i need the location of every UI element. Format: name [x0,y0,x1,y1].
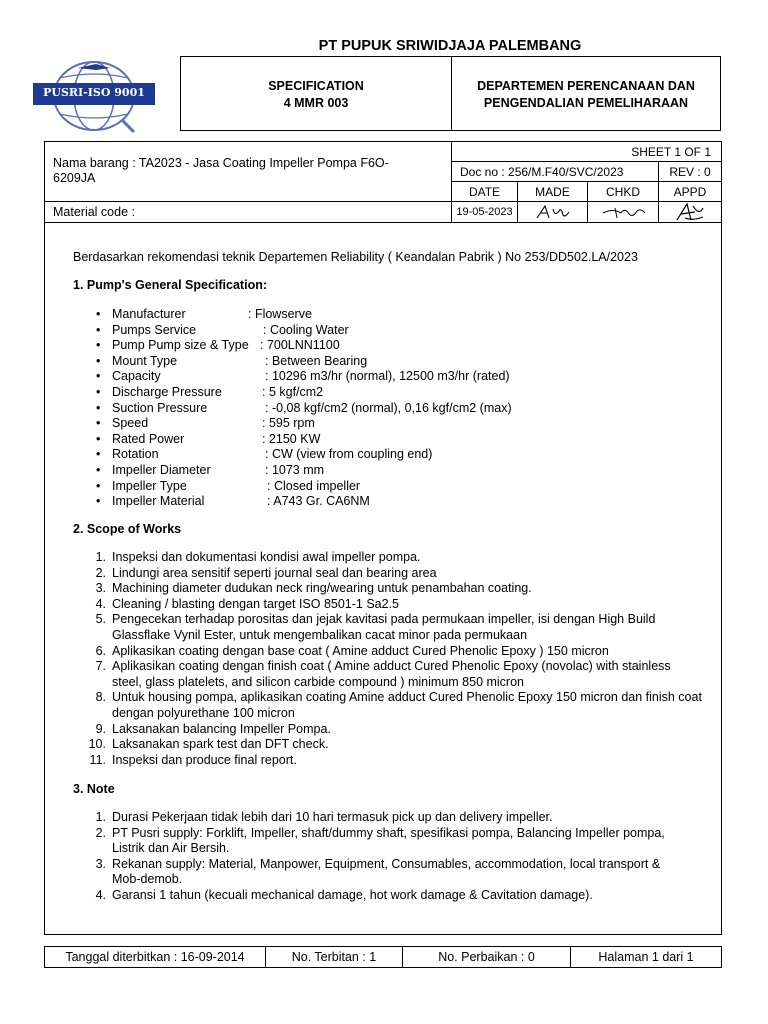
appd-signature-icon [673,202,707,222]
appd-header: APPD [658,181,722,202]
spec-title: SPECIFICATION 4 MMR 003 [268,79,364,110]
material-code-cell: Material code : [44,201,452,223]
appd-signature-cell [658,201,722,223]
rev-cell: REV : 0 [658,161,722,182]
list-item: 2. PT Pusri supply: Forklift, Impeller, shaft/dummy shaft, spesifikasi pompa, Balancing Impeller pompa, Listrik dan Air Bersih. [95,825,665,856]
list-item: 3. Rekanan supply: Material, Manpower, Equipment, Consumables, accommodation, local transport & Mob-demob. [95,856,661,887]
footer-issued-date: Tanggal diterbitkan : 16-09-2014 [44,946,266,968]
sheet-cell: SHEET 1 OF 1 [451,141,722,162]
doc-no-cell: Doc no : 256/M.F40/SVC/2023 [451,161,659,182]
section-1-title: 1. Pump's General Specification: [73,278,268,292]
list-item: 6. Aplikasikan coating dengan base coat ( Amine adduct Cured Phenolic Epoxy ) 150 micron [95,643,609,658]
item-name-cell: Nama barang : TA2023 - Jasa Coating Impeller Pompa F6O- 6209JA [44,141,452,202]
date-value-cell: 19-05-2023 [451,201,518,223]
list-item: 5. Pengecekan terhadap porositas dan jejak kavitasi pada permukaan impeller, isi dengan High Build Glassflake Vynil Ester, untuk mengembalikan cacat minor pada permukaan [95,612,656,642]
logo-text: PUSRI-ISO 9001 [43,86,145,99]
made-signature-icon [533,203,573,221]
footer-revision: No. Perbaikan : 0 [402,946,571,968]
made-signature-cell [517,201,588,223]
list-item: 11. Inspeksi dan produce final report. [89,752,297,767]
list-item: 9. Laksanakan balancing Impeller Pompa. [95,721,331,736]
made-header: MADE [517,181,588,202]
list-item: 3. Machining diameter dudukan neck ring/wearing untuk penambahan coating. [95,581,532,596]
dept-title: DEPARTEMEN PERENCANAAN DAN PENGENDALIAN PEMELIHARAAN [477,79,695,110]
section-2-title: 2. Scope of Works [73,522,182,536]
list-item: 7. Aplikasikan coating dengan finish coat ( Amine adduct Cured Phenolic Epoxy (novolac) with stainless steel, glass platelets, and silicon carbide compound ) minimum 850 micron [95,659,671,689]
footer-edition: No. Terbitan : 1 [265,946,403,968]
list-item: 10. Laksanakan spark test dan DFT check. [88,737,329,752]
date-header: DATE [451,181,518,202]
list-item: 4. Garansi 1 tahun (kecuali mechanical damage, hot work damage & Cavitation damage). [95,887,593,902]
pusri-iso-logo [30,56,158,136]
section-3-title: 3. Note [73,782,115,796]
footer-page: Halaman 1 dari 1 [570,946,722,968]
list-item: 4. Cleaning / blasting dengan target ISO 8501-1 Sa2.5 [95,596,400,611]
list-item: 2. Lindungi area sensitif seperti journal seal dan bearing area [95,565,437,580]
intro-text: Berdasarkan rekomendasi teknik Departemen Reliability ( Keandalan Pabrik ) No 253/DD502.LA/2023 [73,250,638,264]
chkd-header: CHKD [587,181,659,202]
note-list [80,810,720,904]
company-name: PT PUPUK SRIWIDJAJA PALEMBANG [318,38,582,54]
chkd-signature-icon [599,204,647,220]
list-item: 8. Untuk housing pompa, aplikasikan coating Amine adduct Cured Phenolic Epoxy 150 micron dan finish coat dengan polyurethane 100 micron [95,690,702,720]
list-item: 1. Inspeksi dan dokumentasi kondisi awal impeller pompa. [95,550,421,564]
list-item: 1. Durasi Pekerjaan tidak lebih dari 10 hari termasuk pick up dan delivery impeller. [95,810,553,824]
chkd-signature-cell [587,201,659,223]
scope-of-works-list [80,550,720,768]
